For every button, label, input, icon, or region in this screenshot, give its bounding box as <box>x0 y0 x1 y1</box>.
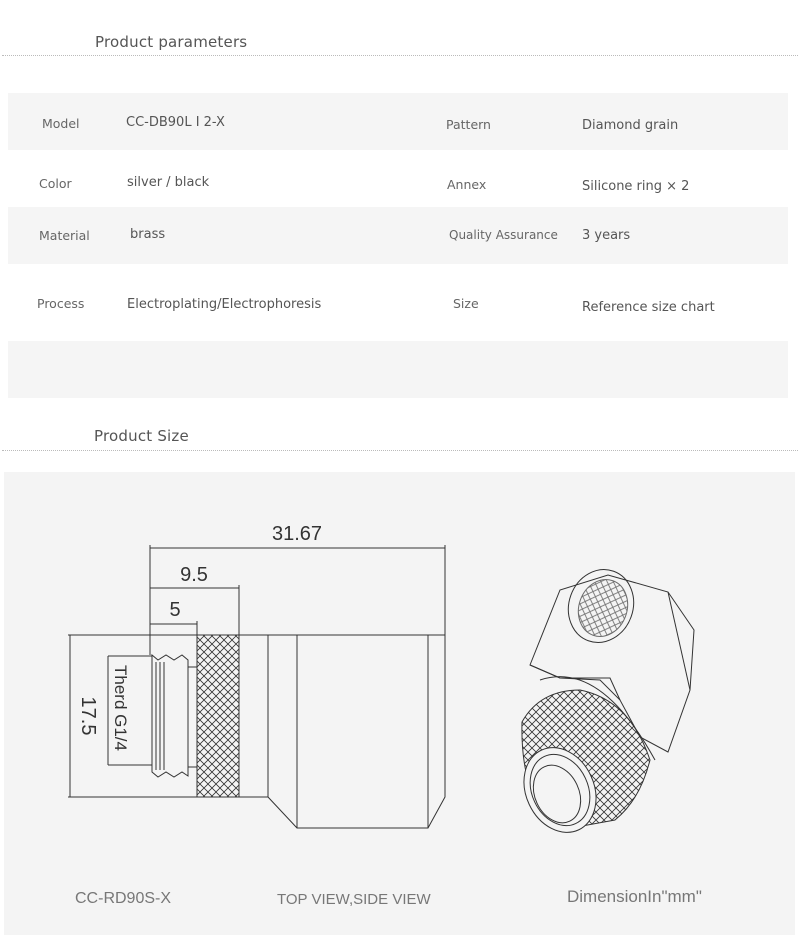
value-material: brass <box>130 227 166 242</box>
dim-height: 17.5 <box>77 696 99 736</box>
dim-thread-spec: Therd G1/4 <box>111 665 130 751</box>
dim-total-length: 31.67 <box>271 523 323 545</box>
value-process: Electroplating/Electrophoresis <box>127 297 322 312</box>
value-size: Reference size chart <box>582 300 715 315</box>
fitting-illustration <box>511 560 694 844</box>
label-model: Model <box>42 116 80 131</box>
caption-model: CC-RD90S-X <box>75 890 172 907</box>
value-pattern: Diamond grain <box>582 118 679 133</box>
caption-unit: DimensionIn"mm" <box>567 887 702 906</box>
label-quality: Quality Assurance <box>449 228 558 242</box>
label-pattern: Pattern <box>446 117 491 132</box>
caption-views: TOP VIEW,SIDE VIEW <box>277 891 431 908</box>
value-color: silver / black <box>127 175 210 190</box>
value-model: CC-DB90L I 2-X <box>126 115 225 130</box>
value-quality: 3 years <box>582 228 631 243</box>
size-title: Product Size <box>94 427 189 445</box>
label-color: Color <box>39 176 72 191</box>
parameters-title: Product parameters <box>95 33 248 51</box>
label-material: Material <box>39 228 90 243</box>
label-annex: Annex <box>447 177 487 192</box>
value-annex: Silicone ring × 2 <box>582 179 690 194</box>
dim-thread-length: 5 <box>169 599 181 621</box>
label-size: Size <box>453 296 479 311</box>
dim-nut-length: 9.5 <box>180 564 208 586</box>
label-process: Process <box>37 296 85 311</box>
